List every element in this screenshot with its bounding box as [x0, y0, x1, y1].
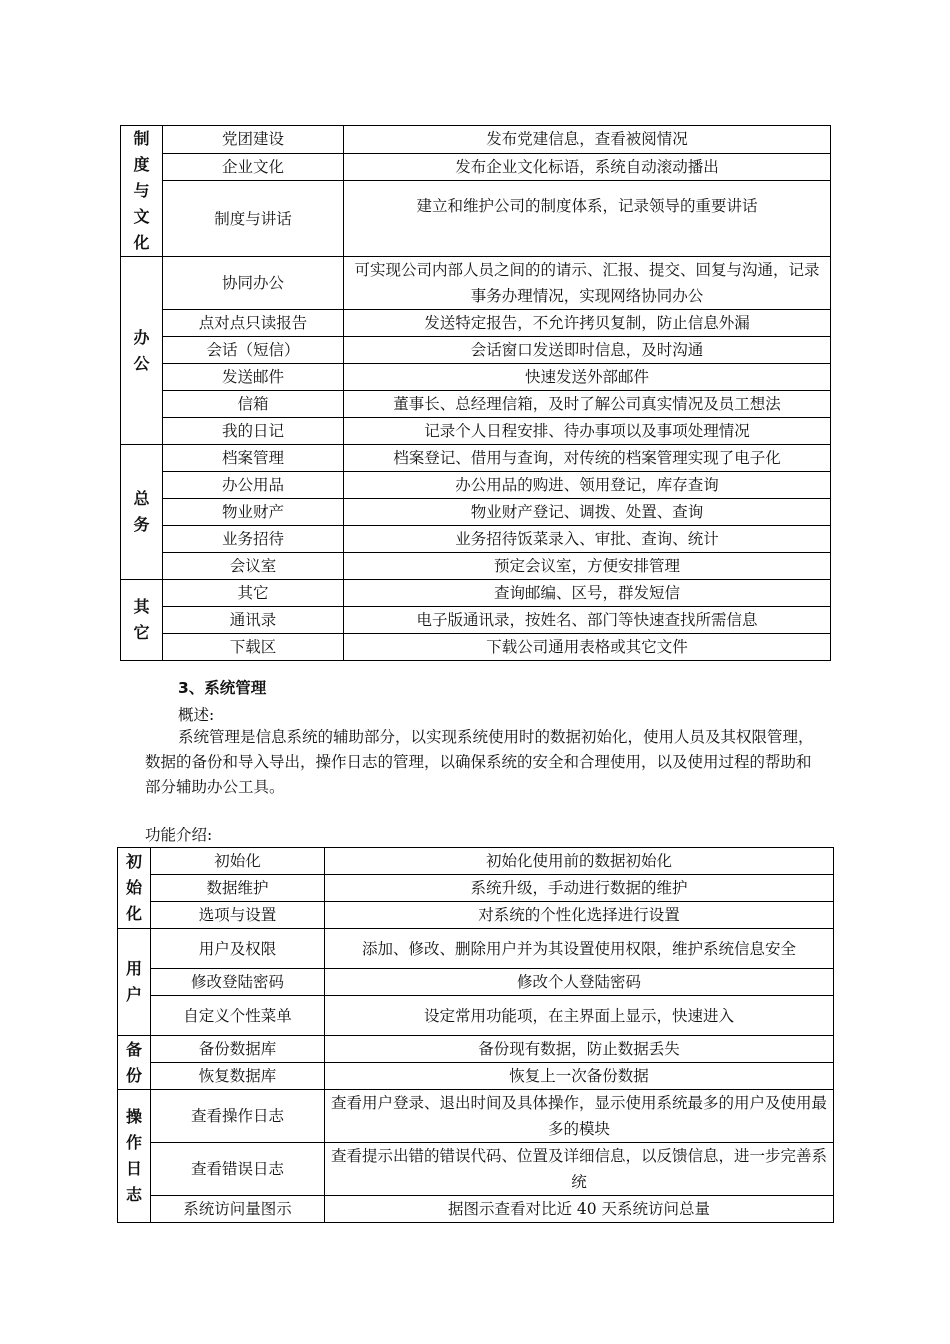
function-description-cell: 对系统的个性化选择进行设置	[325, 902, 834, 929]
function-description-cell: 建立和维护公司的制度体系，记录领导的重要讲话	[344, 181, 831, 257]
function-name-cell: 企业文化	[163, 153, 344, 181]
table-row	[118, 1090, 834, 1143]
category-char: 与	[133, 181, 150, 200]
function-name-cell: 下载区	[163, 634, 344, 661]
function-name-cell: 备份数据库	[151, 1036, 325, 1063]
category-char: 操	[125, 1107, 142, 1126]
features-label: 功能介绍:	[145, 826, 213, 844]
category-char: 户	[125, 985, 142, 1004]
function-name-cell: 查看操作日志	[151, 1090, 325, 1143]
category-cell	[118, 848, 151, 929]
function-description-cell: 据图示查看对比近 40 天系统访问总量	[325, 1196, 834, 1223]
category-char: 志	[125, 1185, 142, 1204]
function-name-cell: 制度与讲话	[163, 181, 344, 257]
table-row	[121, 472, 831, 499]
function-description-cell: 设定常用功能项，在主界面上显示，快速进入	[325, 996, 834, 1036]
table-row	[121, 337, 831, 364]
function-name-cell: 物业财产	[163, 499, 344, 526]
function-description-cell: 发布企业文化标语，系统自动滚动播出	[344, 153, 831, 181]
function-name-cell: 业务招待	[163, 526, 344, 553]
category-char: 用	[125, 959, 142, 978]
category-char: 办	[133, 327, 150, 347]
table-row	[118, 1036, 834, 1063]
function-description-cell: 记录个人日程安排、待办事项以及事项处理情况	[344, 418, 831, 445]
function-name-cell: 数据维护	[151, 875, 325, 902]
category-cell	[121, 445, 163, 580]
table-row	[118, 996, 834, 1036]
function-description-cell: 会话窗口发送即时信息，及时沟通	[344, 337, 831, 364]
overview-label: 概述:	[178, 706, 215, 724]
category-cell	[118, 929, 151, 1036]
function-description-cell: 物业财产登记、调拨、处置、查询	[344, 499, 831, 526]
function-description-cell: 查询邮编、区号，群发短信	[344, 580, 831, 607]
category-char: 公	[133, 353, 150, 373]
overview-paragraph: 系统管理是信息系统的辅助部分，以实现系统使用时的数据初始化，使用人员及其权限管理，数据的备份和导入导出，操作日志的管理，以确保系统的安全和合理使用，以及使用过程的帮助和部分辅助办公工具。	[145, 728, 814, 796]
table-row	[121, 257, 831, 310]
table-row	[121, 445, 831, 472]
function-name-cell: 选项与设置	[151, 902, 325, 929]
function-name-cell: 发送邮件	[163, 364, 344, 391]
function-name-cell: 我的日记	[163, 418, 344, 445]
category-cell	[121, 580, 163, 661]
function-name-cell: 会议室	[163, 553, 344, 580]
function-name-cell: 会话（短信）	[163, 337, 344, 364]
function-description-cell: 预定会议室，方便安排管理	[344, 553, 831, 580]
function-name-cell: 信箱	[163, 391, 344, 418]
table-row	[118, 929, 834, 969]
function-description-cell: 发布党建信息，查看被阅情况	[344, 126, 831, 154]
category-char: 日	[125, 1159, 142, 1178]
table-row	[121, 607, 831, 634]
function-name-cell: 办公用品	[163, 472, 344, 499]
table-row	[121, 634, 831, 661]
function-description-cell: 查看提示出错的错误代码、位置及详细信息，以反馈信息，进一步完善系统	[325, 1143, 834, 1196]
category-cell	[121, 257, 163, 445]
category-char: 化	[125, 904, 142, 923]
table-row	[121, 580, 831, 607]
table-row	[118, 1143, 834, 1196]
table-row	[118, 969, 834, 996]
function-description-cell: 修改个人登陆密码	[325, 969, 834, 996]
table-row	[121, 153, 831, 181]
function-name-cell: 点对点只读报告	[163, 310, 344, 337]
table-row	[121, 391, 831, 418]
function-name-cell: 查看错误日志	[151, 1143, 325, 1196]
table-row	[118, 902, 834, 929]
section-heading: 3、系统管理	[178, 679, 267, 697]
table-row	[121, 310, 831, 337]
table-row	[118, 1196, 834, 1223]
category-char: 作	[125, 1133, 142, 1152]
function-description-cell: 系统升级，手动进行数据的维护	[325, 875, 834, 902]
function-name-cell: 通讯录	[163, 607, 344, 634]
category-cell	[121, 126, 163, 257]
function-name-cell: 其它	[163, 580, 344, 607]
function-description-cell: 可实现公司内部人员之间的的请示、汇报、提交、回复与沟通，记录事务办理情况，实现网络协同办公	[344, 257, 831, 310]
function-name-cell: 恢复数据库	[151, 1063, 325, 1090]
function-description-cell: 档案登记、借用与查询，对传统的档案管理实现了电子化	[344, 445, 831, 472]
table-row	[121, 181, 831, 257]
function-description-cell: 业务招待饭菜录入、审批、查询、统计	[344, 526, 831, 553]
table-row	[121, 499, 831, 526]
category-char: 文	[133, 207, 150, 226]
category-char: 初	[125, 852, 142, 871]
category-char: 度	[133, 155, 150, 174]
function-name-cell: 系统访问量图示	[151, 1196, 325, 1223]
function-description-cell: 下载公司通用表格或其它文件	[344, 634, 831, 661]
table-row	[118, 1063, 834, 1090]
category-cell	[118, 1090, 151, 1223]
table-row	[121, 418, 831, 445]
function-description-cell: 初始化使用前的数据初始化	[325, 848, 834, 875]
table-row	[118, 848, 834, 875]
category-char: 它	[133, 623, 150, 642]
function-description-cell: 董事长、总经理信箱，及时了解公司真实情况及员工想法	[344, 391, 831, 418]
table-row	[121, 526, 831, 553]
function-name-cell: 党团建设	[163, 126, 344, 154]
function-name-cell: 自定义个性菜单	[151, 996, 325, 1036]
table-row	[118, 875, 834, 902]
function-description-cell: 发送特定报告，不允许拷贝复制，防止信息外漏	[344, 310, 831, 337]
table-row	[121, 364, 831, 391]
function-name-cell: 用户及权限	[151, 929, 325, 969]
category-char: 份	[125, 1065, 142, 1085]
function-description-cell: 办公用品的购进、领用登记，库存查询	[344, 472, 831, 499]
category-char: 务	[133, 515, 150, 534]
function-description-cell: 备份现有数据，防止数据丢失	[325, 1036, 834, 1063]
category-char: 化	[133, 233, 150, 252]
function-name-cell: 协同办公	[163, 257, 344, 310]
function-name-cell: 档案管理	[163, 445, 344, 472]
category-char: 备	[125, 1039, 142, 1059]
function-description-cell: 快速发送外部邮件	[344, 364, 831, 391]
system-management-table	[117, 847, 834, 1223]
category-cell	[118, 1036, 151, 1090]
category-char: 总	[133, 489, 150, 508]
office-functions-table	[120, 125, 831, 661]
category-char: 其	[133, 597, 150, 616]
function-description-cell: 添加、修改、删除用户并为其设置使用权限，维护系统信息安全	[325, 929, 834, 969]
function-name-cell: 修改登陆密码	[151, 969, 325, 996]
table-row	[121, 553, 831, 580]
function-description-cell: 电子版通讯录，按姓名、部门等快速查找所需信息	[344, 607, 831, 634]
table-row	[121, 126, 831, 154]
category-char: 制	[133, 129, 150, 148]
function-description-cell: 恢复上一次备份数据	[325, 1063, 834, 1090]
function-description-cell: 查看用户登录、退出时间及具体操作，显示使用系统最多的用户及使用最多的模块	[325, 1090, 834, 1143]
category-char: 始	[125, 878, 142, 897]
function-name-cell: 初始化	[151, 848, 325, 875]
